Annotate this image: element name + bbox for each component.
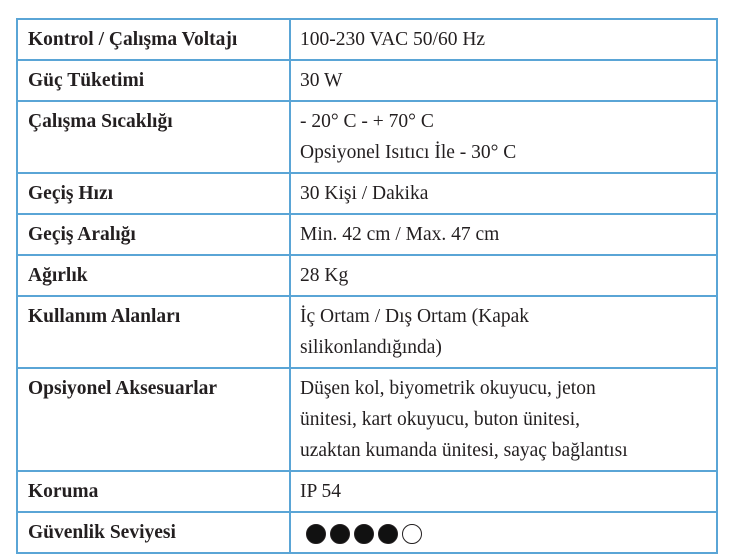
spec-label: Kontrol / Çalışma Voltajı <box>17 19 290 60</box>
spec-label: Geçiş Hızı <box>17 173 290 214</box>
filled-circle-icon <box>330 524 350 544</box>
security-level-indicator <box>300 524 422 544</box>
spec-value-line: uzaktan kumanda ünitesi, sayaç bağlantısı <box>300 440 628 461</box>
spec-value <box>290 60 717 101</box>
spec-value-line: - 20° C - + 70° C <box>300 111 434 132</box>
spec-value <box>290 471 717 512</box>
spec-value-line: IP 54 <box>300 481 341 502</box>
spec-row-power <box>17 60 717 101</box>
spec-value-line: İç Ortam / Dış Ortam (Kapak <box>300 306 530 327</box>
spec-label: Güç Tüketimi <box>17 60 290 101</box>
spec-label: Kullanım Alanları <box>17 296 290 368</box>
spec-row-accessories <box>17 368 717 471</box>
spec-row-usage <box>17 296 717 368</box>
filled-circle-icon <box>378 524 398 544</box>
filled-circle-icon <box>306 524 326 544</box>
spec-value-line: Opsiyonel Isıtıcı İle - 30° C <box>300 142 517 163</box>
spec-row-speed <box>17 173 717 214</box>
spec-value-line: 30 W <box>300 70 343 91</box>
spec-label: Ağırlık <box>17 255 290 296</box>
spec-label: Güvenlik Seviyesi <box>17 512 290 553</box>
spec-label: Çalışma Sıcaklığı <box>17 101 290 173</box>
spec-value-line: 100-230 VAC 50/60 Hz <box>300 29 486 50</box>
spec-value <box>290 255 717 296</box>
filled-circle-icon <box>354 524 374 544</box>
spec-value-line: silikonlandığında) <box>300 337 442 358</box>
spec-table <box>16 18 718 554</box>
spec-row-temperature <box>17 101 717 173</box>
spec-value <box>290 512 717 553</box>
spec-label: Opsiyonel Aksesuarlar <box>17 368 290 471</box>
spec-value-line: ünitesi, kart okuyucu, buton ünitesi, <box>300 409 581 430</box>
spec-label: Geçiş Aralığı <box>17 214 290 255</box>
spec-row-weight <box>17 255 717 296</box>
spec-value-line: Düşen kol, biyometrik okuyucu, jeton <box>300 378 596 399</box>
spec-row-voltage <box>17 19 717 60</box>
spec-value <box>290 296 717 368</box>
spec-row-protection <box>17 471 717 512</box>
spec-value-line: 30 Kişi / Dakika <box>300 183 429 204</box>
spec-value <box>290 173 717 214</box>
spec-value-line: Min. 42 cm / Max. 47 cm <box>300 224 500 245</box>
spec-row-width <box>17 214 717 255</box>
spec-value <box>290 101 717 173</box>
spec-value <box>290 19 717 60</box>
spec-label: Koruma <box>17 471 290 512</box>
spec-value-line: 28 Kg <box>300 265 349 286</box>
spec-value <box>290 214 717 255</box>
spec-row-security-level <box>17 512 717 553</box>
empty-circle-icon <box>402 524 422 544</box>
spec-value <box>290 368 717 471</box>
